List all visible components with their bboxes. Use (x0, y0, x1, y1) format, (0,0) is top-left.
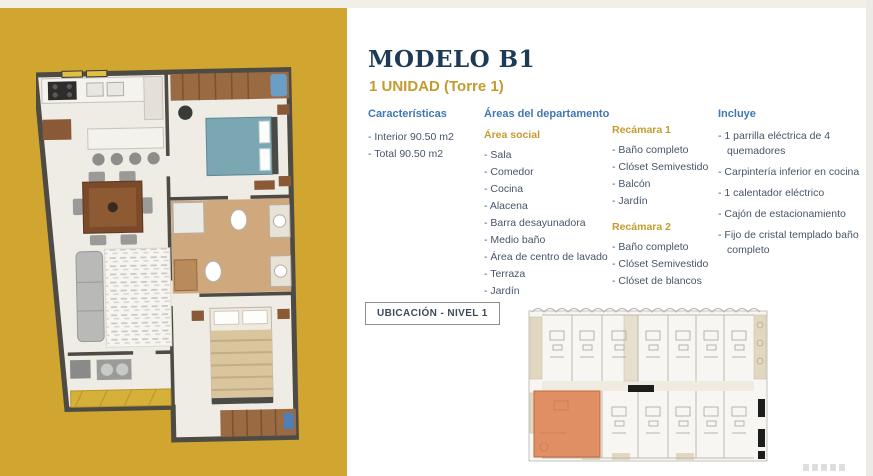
garden-strip (71, 389, 171, 407)
caracteristicas-list (368, 129, 478, 163)
list-item: - Interior 90.50 m2 (368, 129, 478, 146)
list-item: - Jardín (484, 283, 612, 300)
incluye-header: Incluye (718, 108, 756, 120)
list-item: - Carpintería inferior en cocina (718, 165, 868, 180)
list-item: - Sala (484, 147, 612, 164)
area-social-list (484, 147, 612, 300)
page-subtitle: 1 UNIDAD (Torre 1) (369, 78, 504, 95)
list-item: - Baño completo (612, 142, 716, 159)
list-item: - Clóset Semivestido (612, 159, 716, 176)
recamaras-column (612, 124, 716, 290)
recamara2-header: Recámara 2 (612, 221, 671, 233)
caracteristicas-column (368, 108, 478, 163)
list-item: - 1 calentador eléctrico (718, 186, 868, 201)
bathrooms (171, 198, 291, 293)
floorplan-panel (0, 8, 347, 476)
storage-bin (284, 413, 295, 430)
list-item: - Balcón (612, 176, 716, 193)
living-room (76, 248, 172, 348)
list-item: - Cocina (484, 181, 612, 198)
balcony-lounger (270, 74, 287, 97)
caracteristicas-header: Características (368, 108, 447, 120)
ubicacion-badge: UBICACIÓN - NIVEL 1 (365, 302, 500, 325)
recamara1-header: Recámara 1 (612, 124, 671, 136)
faint-watermark (803, 464, 847, 471)
list-item: - 1 parrilla eléctrica de 4 quemadores (718, 129, 868, 159)
list-item: - Área de centro de lavado (484, 249, 612, 266)
apartment-floorplan-render (36, 66, 308, 446)
areas-header: Áreas del departamento (484, 108, 610, 120)
list-item: - Clóset Semivestido (612, 256, 716, 273)
list-item: - Medio baño (484, 232, 612, 249)
incluye-column (718, 108, 868, 264)
areas-column (484, 108, 612, 300)
incluye-list (718, 129, 868, 258)
list-item: - Comedor (484, 164, 612, 181)
page-title: MODELO B1 (368, 46, 536, 73)
list-item: - Terraza (484, 266, 612, 283)
list-item: - Jardín (612, 193, 716, 210)
list-item: - Baño completo (612, 239, 716, 256)
list-item: - Alacena (484, 198, 612, 215)
recamara1-list (612, 142, 716, 210)
level1-location-plan (526, 303, 771, 467)
list-item: - Fijo de cristal templado baño completo (718, 228, 868, 258)
list-item: - Total 90.50 m2 (368, 146, 478, 163)
area-social-header: Área social (484, 129, 541, 141)
list-item: - Cajón de estacionamiento (718, 207, 868, 222)
recamara2-list (612, 239, 716, 290)
list-item: - Barra desayunadora (484, 215, 612, 232)
top-strip (0, 0, 873, 8)
list-item: - Clóset de blancos (612, 273, 716, 290)
